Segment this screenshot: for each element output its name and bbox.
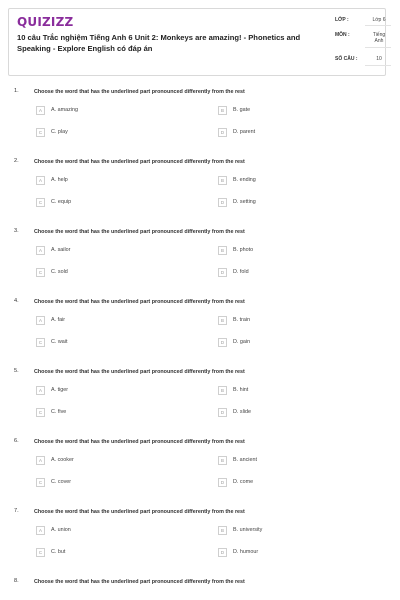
- option-letter-box: C: [36, 198, 45, 207]
- meta-count-value: 10: [376, 56, 382, 62]
- option-text: A. union: [51, 527, 71, 533]
- option-text: C. equip: [51, 199, 72, 205]
- option-text: A. tiger: [51, 387, 69, 393]
- question-number: 5.: [14, 368, 19, 374]
- option-letter-box: D: [218, 128, 227, 137]
- meta-count-label: SỐ CÂU :: [335, 56, 358, 62]
- option-text: C. five: [51, 409, 67, 415]
- worksheet-header: [8, 8, 386, 76]
- option-text: D. gain: [233, 339, 251, 345]
- option-text: D. slide: [233, 409, 251, 415]
- option-text: A. cooker: [51, 457, 74, 463]
- option-letter-box: A: [36, 176, 45, 185]
- option-text: D. come: [233, 479, 254, 485]
- question-text: Choose the word that has the underlined part pronounced differently from the rest: [34, 368, 245, 375]
- option-letter-box: D: [218, 268, 227, 277]
- option-text: D. humour: [233, 549, 259, 555]
- meta-subject-value: Tiếng Anh: [372, 32, 386, 44]
- option-text: D. setting: [233, 199, 256, 205]
- option-text: C. wait: [51, 339, 68, 345]
- meta-divider: [365, 65, 391, 66]
- option-letter-box: B: [218, 386, 227, 395]
- option-text: A. fair: [51, 317, 66, 323]
- question-number: 6.: [14, 438, 19, 444]
- option-text: A. sailor: [51, 247, 71, 253]
- option-letter-box: B: [218, 526, 227, 535]
- question-text: Choose the word that has the underlined part pronounced differently from the rest: [34, 298, 245, 305]
- option-letter-box: A: [36, 386, 45, 395]
- option-letter-box: A: [36, 456, 45, 465]
- option-letter-box: D: [218, 408, 227, 417]
- option-letter-box: B: [218, 106, 227, 115]
- option-letter-box: A: [36, 246, 45, 255]
- option-text: D. parent: [233, 129, 256, 135]
- question-number: 2.: [14, 158, 19, 164]
- question-number: 4.: [14, 298, 19, 304]
- option-text: B. train: [233, 317, 251, 323]
- option-letter-box: D: [218, 548, 227, 557]
- question-text: Choose the word that has the underlined part pronounced differently from the rest: [34, 438, 245, 445]
- option-text: A. help: [51, 177, 68, 183]
- question-text: Choose the word that has the underlined part pronounced differently from the rest: [34, 508, 245, 515]
- question-text: Choose the word that has the underlined part pronounced differently from the rest: [34, 158, 245, 165]
- option-text: B. ending: [233, 177, 256, 183]
- option-text: B. university: [233, 527, 263, 533]
- option-text: B. photo: [233, 247, 254, 253]
- question-number: 3.: [14, 228, 19, 234]
- option-letter-box: B: [218, 176, 227, 185]
- meta-divider: [365, 47, 391, 48]
- option-text: A. amazing: [51, 107, 78, 113]
- question-number: 7.: [14, 508, 19, 514]
- question-number: 1.: [14, 88, 19, 94]
- option-text: C. play: [51, 129, 68, 135]
- option-letter-box: D: [218, 478, 227, 487]
- meta-grade-label: LỚP :: [335, 17, 349, 23]
- option-text: B. gate: [233, 107, 251, 113]
- meta-divider: [365, 25, 391, 26]
- option-letter-box: D: [218, 338, 227, 347]
- option-letter-box: C: [36, 478, 45, 487]
- option-letter-box: D: [218, 198, 227, 207]
- question-text: Choose the word that has the underlined part pronounced differently from the rest: [34, 578, 245, 585]
- option-letter-box: A: [36, 526, 45, 535]
- worksheet-title: 10 câu Trắc nghiệm Tiếng Anh 6 Unit 2: Monkeys are amazing! - Phonetics and Speaking - Explore English có đáp án: [17, 33, 301, 53]
- option-letter-box: A: [36, 316, 45, 325]
- quizizz-logo: QUIZIZZ: [17, 15, 74, 29]
- option-letter-box: A: [36, 106, 45, 115]
- option-letter-box: C: [36, 268, 45, 277]
- option-letter-box: C: [36, 548, 45, 557]
- meta-subject-label: MÔN :: [335, 32, 350, 38]
- option-letter-box: B: [218, 456, 227, 465]
- option-letter-box: B: [218, 316, 227, 325]
- option-letter-box: C: [36, 338, 45, 347]
- meta-grade-value: Lớp 6: [372, 17, 386, 23]
- question-text: Choose the word that has the underlined part pronounced differently from the rest: [34, 88, 245, 95]
- option-text: C. cover: [51, 479, 72, 485]
- option-text: B. ancient: [233, 457, 257, 463]
- option-text: B. hint: [233, 387, 249, 393]
- option-text: D. fold: [233, 269, 249, 275]
- question-number: 8.: [14, 578, 19, 584]
- question-text: Choose the word that has the underlined part pronounced differently from the rest: [34, 228, 245, 235]
- option-letter-box: B: [218, 246, 227, 255]
- option-text: C. sold: [51, 269, 68, 275]
- option-text: C. but: [51, 549, 66, 555]
- option-letter-box: C: [36, 128, 45, 137]
- option-letter-box: C: [36, 408, 45, 417]
